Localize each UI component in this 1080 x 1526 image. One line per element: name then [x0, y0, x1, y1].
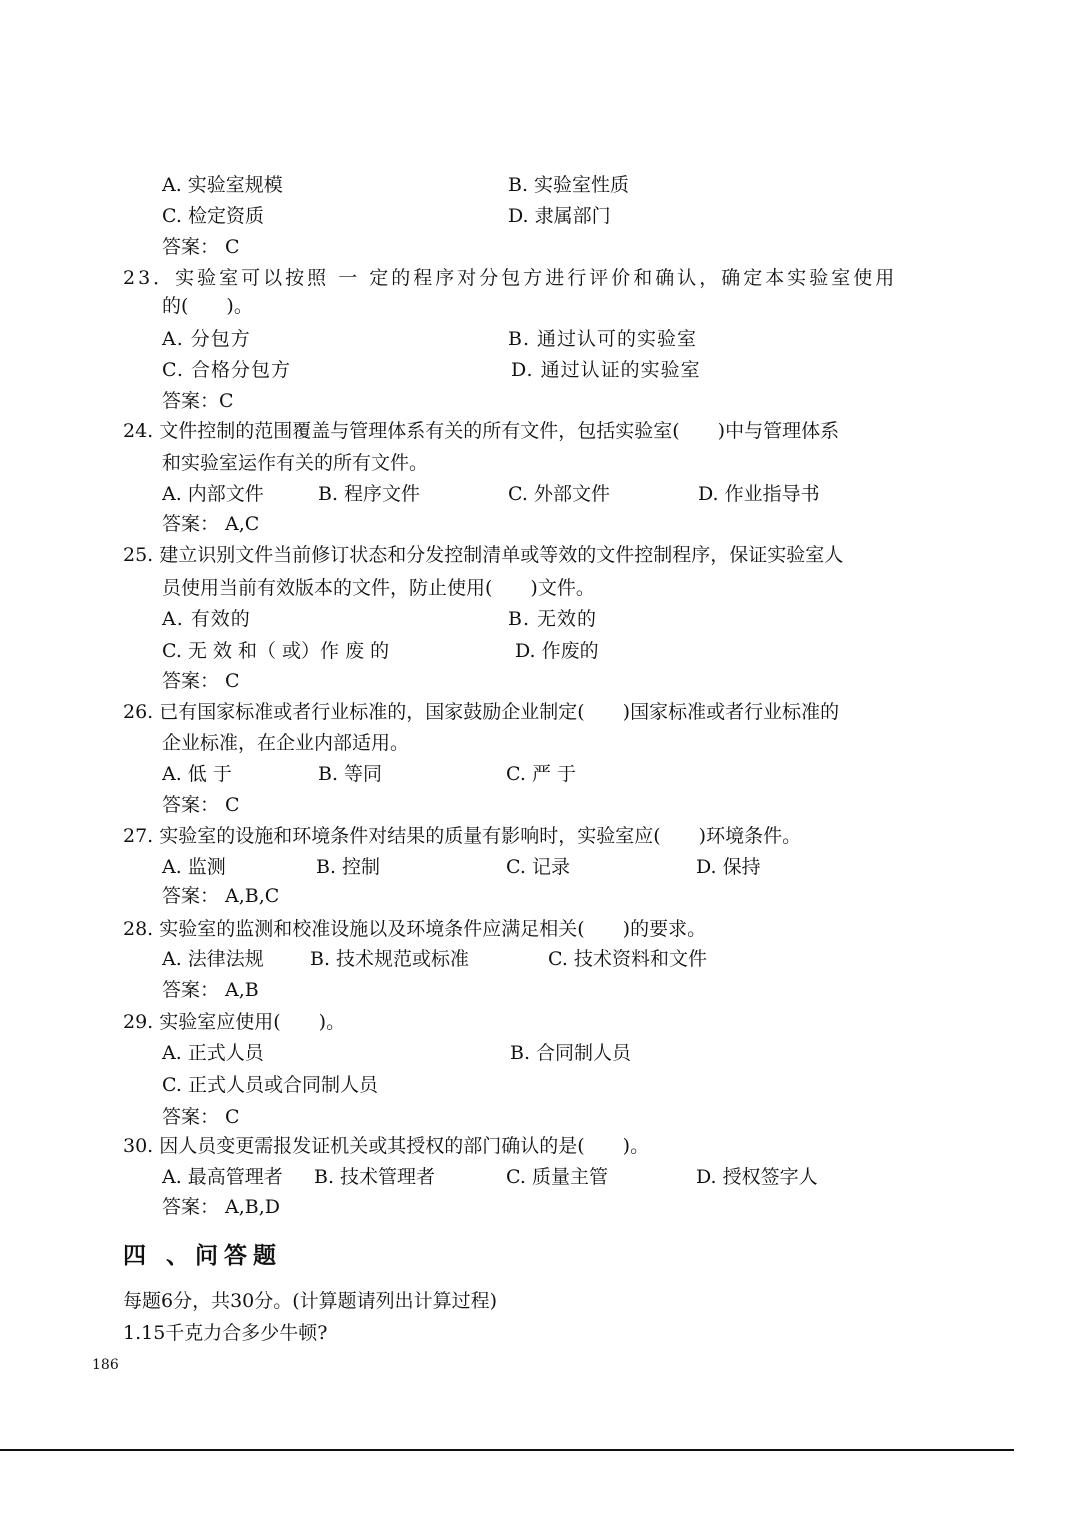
q27-answer: 答案： A,B,C — [162, 885, 280, 907]
q29-answer: 答案： C — [162, 1106, 240, 1128]
section-note: 每题6分，共30分。(计算题请列出计算过程) — [123, 1290, 498, 1312]
q24-text-line2: 和实验室运作有关的所有文件。 — [162, 452, 429, 474]
footer-rule — [0, 1449, 1014, 1451]
q22-option-d: D. 隶属部门 — [508, 205, 611, 227]
q30-text-line1: 30. 因人员变更需报发证机关或其授权的部门确认的是( )。 — [123, 1135, 650, 1157]
q25-option-a: A. 有效的 — [162, 608, 251, 630]
q25-text-line1: 25. 建立识别文件当前修订状态和分发控制清单或等效的文件控制程序，保证实验室人 — [123, 544, 844, 566]
q29-option-c: C. 正式人员或合同制人员 — [162, 1074, 378, 1096]
q23-option-d: D. 通过认证的实验室 — [511, 359, 701, 381]
q27-option-a: A. 监测 — [162, 856, 226, 878]
q23-option-b: B. 通过认可的实验室 — [508, 328, 698, 350]
q23-option-a: A. 分包方 — [162, 328, 251, 350]
q30-option-d: D. 授权签字人 — [696, 1166, 818, 1188]
q22-option-a: A. 实验室规模 — [162, 174, 283, 196]
q26-answer: 答案： C — [162, 794, 240, 816]
q26-text-line2: 企业标准，在企业内部适用。 — [162, 732, 410, 754]
q28-text-line1: 28. 实验室的监测和校准设施以及环境条件应满足相关( )的要求。 — [123, 918, 707, 940]
q27-option-b: B. 控制 — [316, 856, 381, 878]
q27-option-d: D. 保持 — [696, 856, 761, 878]
q30-answer: 答案： A,B,D — [162, 1196, 281, 1218]
q25-answer: 答案： C — [162, 670, 240, 692]
page-number: 186 — [92, 1357, 119, 1373]
essay-question-1: 1.15千克力合多少牛顿? — [123, 1322, 328, 1344]
q25-text-line2: 员使用当前有效版本的文件，防止使用( )文件。 — [162, 577, 595, 599]
q25-option-c: C. 无 效 和（ 或）作 废 的 — [162, 640, 390, 662]
q23-answer: 答案：C — [162, 390, 234, 412]
q26-option-b: B. 等同 — [318, 763, 383, 785]
q24-text-line1: 24. 文件控制的范围覆盖与管理体系有关的所有文件，包括实验室( )中与管理体系 — [123, 420, 840, 442]
q23-text-line1: 23．实验室可以按照 一 定的程序对分包方进行评价和确认，确定本实验室使用 — [123, 267, 898, 289]
section-heading: 四 、问答题 — [123, 1242, 283, 1269]
q27-option-c: C. 记录 — [506, 856, 570, 878]
q23-option-c: C. 合格分包方 — [162, 359, 291, 381]
q25-option-b: B. 无效的 — [508, 608, 598, 630]
q28-option-c: C. 技术资料和文件 — [548, 948, 707, 970]
q28-answer: 答案： A,B — [162, 979, 259, 1001]
q30-option-b: B. 技术管理者 — [314, 1166, 436, 1188]
q26-option-a: A. 低 于 — [162, 763, 232, 785]
q28-option-b: B. 技术规范或标准 — [310, 948, 470, 970]
q23-text-line2: 的( )。 — [162, 295, 253, 317]
q26-text-line1: 26. 已有国家标准或者行业标准的，国家鼓励企业制定( )国家标准或者行业标准的 — [123, 701, 840, 723]
q29-option-a: A. 正式人员 — [162, 1042, 264, 1064]
q29-text-line1: 29. 实验室应使用( )。 — [123, 1011, 346, 1033]
q28-option-a: A. 法律法规 — [162, 948, 264, 970]
q24-option-a: A. 内部文件 — [162, 483, 264, 505]
q24-option-d: D. 作业指导书 — [698, 483, 820, 505]
q25-option-d: D. 作废的 — [515, 640, 599, 662]
q22-answer: 答案： C — [162, 236, 240, 258]
q27-text-line1: 27. 实验室的设施和环境条件对结果的质量有影响时，实验室应( )环境条件。 — [123, 825, 802, 847]
q22-option-c: C. 检定资质 — [162, 205, 264, 227]
q24-option-c: C. 外部文件 — [508, 483, 610, 505]
q30-option-c: C. 质量主管 — [506, 1166, 608, 1188]
q30-option-a: A. 最高管理者 — [162, 1166, 283, 1188]
q24-answer: 答案： A,C — [162, 513, 260, 535]
q22-option-b: B. 实验室性质 — [508, 174, 630, 196]
q24-option-b: B. 程序文件 — [318, 483, 421, 505]
q29-option-b: B. 合同制人员 — [510, 1042, 632, 1064]
q26-option-c: C. 严 于 — [506, 763, 576, 785]
